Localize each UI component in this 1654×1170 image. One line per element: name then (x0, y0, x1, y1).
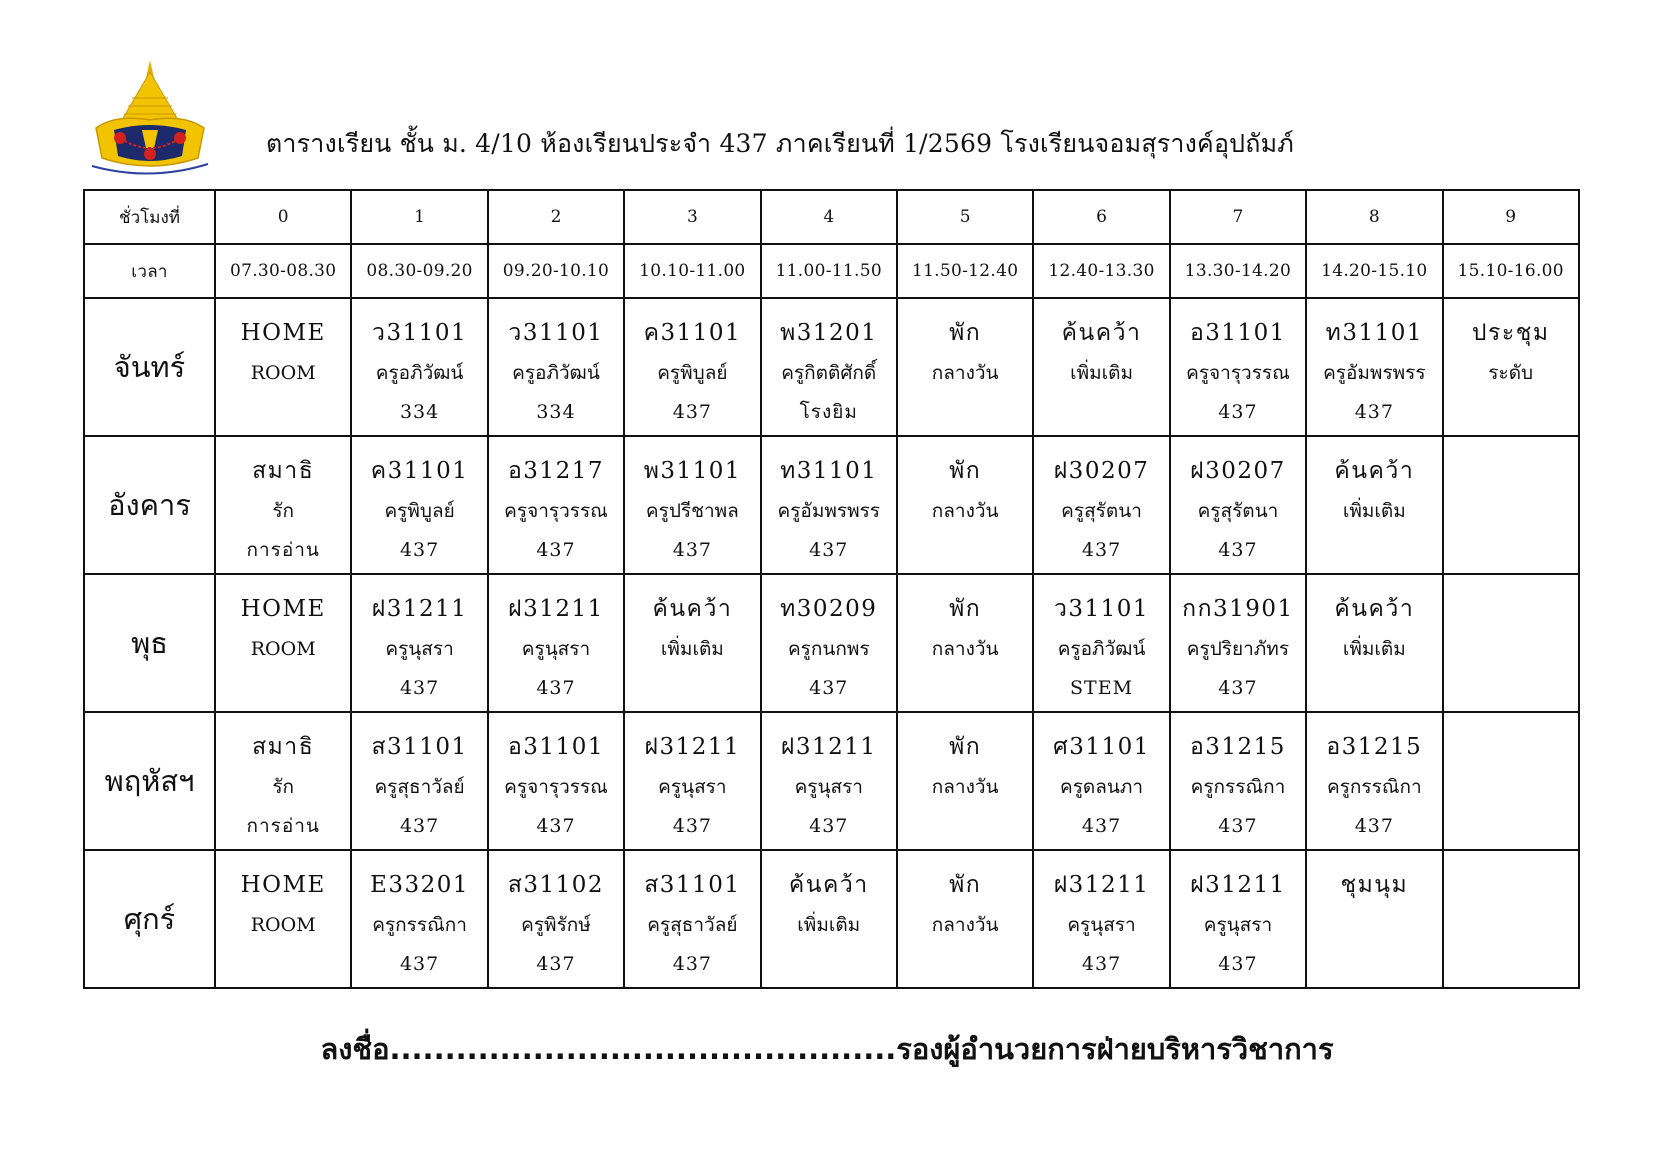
teacher-name: ครูกิตติศักดิ์ (781, 362, 877, 384)
teacher-name: ครูอภิวัฒน์ (375, 362, 464, 384)
schedule-cell (1170, 712, 1306, 850)
day-row (84, 298, 1579, 436)
time-range: 07.30-08.30 (215, 244, 351, 298)
teacher-name: ครูปรีชาพล (645, 500, 739, 522)
teacher-name: ครูจารุวรรณ (504, 500, 608, 522)
teacher-name: ครูกรรณิกา (372, 914, 467, 936)
schedule-cell (897, 574, 1033, 712)
subject-code: ค้นคว้า (788, 872, 869, 898)
teacher-name: เพิ่มเติม (1342, 638, 1406, 660)
teacher-name: เพิ่มเติม (797, 914, 861, 936)
day-name: พุธ (84, 574, 215, 712)
room-number: 437 (672, 815, 712, 837)
teacher-name: ROOM (250, 362, 316, 384)
schedule-cell (488, 574, 624, 712)
subject-code: ประชุม (1471, 320, 1550, 346)
subject-code: พ31201 (780, 320, 878, 346)
subject-code: อ31217 (507, 458, 604, 484)
subject-code: อ31215 (1326, 734, 1423, 760)
schedule-cell (1033, 574, 1169, 712)
subject-code: ฝ30207 (1190, 458, 1286, 484)
schedule-cell (897, 436, 1033, 574)
schedule-cell (1306, 850, 1442, 988)
subject-code: ฝ30207 (1053, 458, 1150, 484)
teacher-name: ครูอัมพรพรร (777, 500, 881, 522)
subject-code: ว31101 (508, 320, 604, 346)
subject-code: ส31102 (507, 872, 605, 898)
room-number: 437 (399, 953, 440, 975)
day-row (84, 574, 1579, 712)
time-range: 15.10-16.00 (1443, 244, 1579, 298)
room-number: 437 (809, 539, 849, 561)
subject-code: พัก (949, 320, 982, 346)
teacher-name: ครูดลนภา (1059, 776, 1144, 798)
day-row (84, 850, 1579, 988)
time-range: 10.10-11.00 (624, 244, 760, 298)
subject-code: ท31101 (1325, 320, 1423, 346)
day-name: จันทร์ (84, 298, 215, 436)
subject-code: HOME (240, 872, 326, 898)
schedule-cell (1443, 574, 1579, 712)
teacher-name: ครูอภิวัฒน์ (1057, 638, 1146, 660)
schedule-cell (897, 850, 1033, 988)
time-range: 09.20-10.10 (488, 244, 624, 298)
room-number: 437 (672, 539, 712, 561)
period-number: 2 (488, 190, 624, 244)
schedule-cell (624, 298, 760, 436)
subject-code: ส31101 (371, 734, 468, 760)
time-range: 13.30-14.20 (1170, 244, 1306, 298)
room-number: 437 (399, 677, 440, 699)
teacher-name: ครูนุสรา (1203, 914, 1273, 936)
period-number: 3 (624, 190, 760, 244)
room-number: 437 (536, 677, 576, 699)
schedule-cell (1170, 850, 1306, 988)
teacher-name: ROOM (250, 914, 316, 936)
school-logo (86, 58, 214, 182)
teacher-name: ครูกรรณิกา (1190, 776, 1286, 798)
period-number: 7 (1170, 190, 1306, 244)
subject-code: ฝ31211 (508, 596, 604, 622)
subject-code: พัก (949, 458, 982, 484)
subject-code: HOME (240, 596, 326, 622)
room-number: 437 (399, 815, 440, 837)
schedule-cell (351, 436, 487, 574)
period-number: 8 (1306, 190, 1442, 244)
room-number: 437 (1218, 953, 1258, 975)
teacher-name: เพิ่มเติม (1342, 500, 1406, 522)
subject-code: อ31215 (1189, 734, 1286, 760)
schedule-cell (215, 712, 351, 850)
schedule-cell (1306, 574, 1442, 712)
schedule-cell (488, 850, 624, 988)
teacher-name: กลางวัน (931, 638, 999, 660)
schedule-cell (1443, 712, 1579, 850)
teacher-name: ครูนุสรา (794, 776, 863, 798)
subject-code: ฝ31211 (371, 596, 468, 622)
teacher-name: กลางวัน (931, 776, 999, 798)
day-row (84, 436, 1579, 574)
schedule-cell (351, 712, 487, 850)
teacher-name: รัก (272, 776, 295, 798)
schedule-cell (1306, 712, 1442, 850)
schedule-cell (488, 298, 624, 436)
teacher-name: ครูนุสรา (521, 638, 591, 660)
subject-code: ค้นคว้า (1334, 596, 1415, 622)
teacher-name: ครูจารุวรรณ (504, 776, 608, 798)
schedule-cell (1170, 436, 1306, 574)
subject-code: ค้นคว้า (1334, 458, 1415, 484)
schedule-cell (215, 850, 351, 988)
day-row (84, 712, 1579, 850)
schedule-cell (351, 298, 487, 436)
teacher-name: ระดับ (1488, 362, 1534, 384)
room-number: 437 (1081, 953, 1122, 975)
subject-code: กก31901 (1182, 596, 1294, 622)
room-number: 437 (809, 677, 849, 699)
room-number: โรงยิม (799, 401, 858, 423)
schedule-cell (1443, 298, 1579, 436)
room-number: 437 (1218, 677, 1258, 699)
subject-code: ว31101 (1053, 596, 1150, 622)
teacher-name: เพิ่มเติม (660, 638, 724, 660)
room-number: 437 (536, 539, 576, 561)
schedule-cell (761, 850, 897, 988)
teacher-name: ROOM (250, 638, 316, 660)
period-number: 9 (1443, 190, 1579, 244)
schedule-cell (1033, 712, 1169, 850)
time-range: 08.30-09.20 (351, 244, 487, 298)
subject-code: พัก (949, 734, 982, 760)
room-number: 437 (1081, 539, 1122, 561)
schedule-cell (624, 436, 760, 574)
subject-code: E33201 (370, 872, 470, 898)
schedule-cell (897, 298, 1033, 436)
teacher-name: กลางวัน (931, 500, 999, 522)
room-number: 437 (536, 953, 576, 975)
time-range: 11.50-12.40 (897, 244, 1033, 298)
class-schedule-table (83, 189, 1580, 989)
teacher-name: ครูอภิวัฒน์ (512, 362, 600, 384)
teacher-name: ครูจารุวรรณ (1186, 362, 1290, 384)
subject-code: ศ31101 (1053, 734, 1150, 760)
schedule-cell (215, 298, 351, 436)
room-number: การอ่าน (246, 539, 320, 561)
schedule-cell (1306, 436, 1442, 574)
teacher-name: ครูพิรักษ์ (521, 914, 591, 936)
room-number: 334 (399, 401, 440, 423)
room-number: 437 (1354, 815, 1394, 837)
room-number: STEM (1070, 677, 1134, 699)
teacher-name: ครูนุสรา (385, 638, 454, 660)
subject-code: HOME (240, 320, 326, 346)
subject-code: พัก (949, 872, 982, 898)
schedule-cell (351, 850, 487, 988)
period-number: 6 (1033, 190, 1169, 244)
period-number: 1 (351, 190, 487, 244)
subject-code: ชุมนุม (1340, 872, 1409, 898)
room-number: 437 (536, 815, 576, 837)
subject-code: สมาธิ (252, 734, 315, 760)
subject-code: ฝ31211 (1053, 872, 1150, 898)
subject-code: ฝ31211 (780, 734, 877, 760)
teacher-name: รัก (272, 500, 295, 522)
teacher-name: ครูสุธาวัลย์ (374, 776, 465, 798)
teacher-name: ครูสุรัตนา (1061, 500, 1142, 522)
schedule-cell (1170, 298, 1306, 436)
schedule-cell (761, 436, 897, 574)
teacher-name: เพิ่มเติม (1070, 362, 1133, 384)
schedule-cell (761, 298, 897, 436)
room-number: 334 (536, 401, 576, 423)
room-number: 437 (1081, 815, 1122, 837)
subject-code: สมาธิ (252, 458, 315, 484)
time-range: 12.40-13.30 (1033, 244, 1169, 298)
schedule-cell (1443, 436, 1579, 574)
room-number: 437 (1218, 401, 1258, 423)
teacher-name: ครูพิบูลย์ (657, 362, 728, 384)
subject-code: อ31101 (507, 734, 604, 760)
period-label: ชั่วโมงที่ (84, 190, 215, 244)
subject-code: ฝ31211 (1190, 872, 1286, 898)
period-number: 0 (215, 190, 351, 244)
subject-code: ค31101 (643, 320, 742, 346)
room-number: 437 (672, 953, 712, 975)
schedule-cell (761, 712, 897, 850)
school-emblem-icon (86, 58, 214, 182)
room-number: 437 (672, 401, 712, 423)
teacher-name: ครูสุธาวัลย์ (647, 914, 738, 936)
signature-line: ลงชื่อ..............................................รองผู้อำนวยการฝ่ายบริหารวิชาการ (320, 1032, 1334, 1066)
schedule-cell (624, 850, 760, 988)
schedule-cell (761, 574, 897, 712)
subject-code: ค31101 (370, 458, 469, 484)
schedule-cell (351, 574, 487, 712)
teacher-name: ครูกรรณิกา (1327, 776, 1422, 798)
schedule-cell (488, 436, 624, 574)
schedule-cell (488, 712, 624, 850)
schedule-cell (215, 436, 351, 574)
time-label: เวลา (84, 244, 215, 298)
schedule-cell (1306, 298, 1442, 436)
teacher-name: ครูนุสรา (1067, 914, 1136, 936)
subject-code: ค้นคว้า (1061, 320, 1142, 346)
teacher-name: กลางวัน (931, 362, 999, 384)
subject-code: ว31101 (372, 320, 468, 346)
teacher-name: กลางวัน (931, 914, 999, 936)
schedule-cell (1033, 850, 1169, 988)
teacher-name: ครูอัมพรพรร (1323, 362, 1426, 384)
teacher-name: ครูกนกพร (787, 638, 870, 660)
day-name: อังคาร (84, 436, 215, 574)
room-number: 437 (1218, 539, 1258, 561)
day-name: ศุกร์ (84, 850, 215, 988)
schedule-cell (624, 712, 760, 850)
subject-code: ท31101 (780, 458, 878, 484)
teacher-name: ครูสุรัตนา (1197, 500, 1279, 522)
room-number: 437 (809, 815, 849, 837)
schedule-cell (1443, 850, 1579, 988)
day-name: พฤหัสฯ (84, 712, 215, 850)
teacher-name: ครูพิบูลย์ (384, 500, 455, 522)
schedule-cell (624, 574, 760, 712)
room-number: การอ่าน (246, 815, 320, 837)
period-number: 5 (897, 190, 1033, 244)
page-title: ตารางเรียน ชั้น ม. 4/10 ห้องเรียนประจำ 437 ภาคเรียนที่ 1/2569 โรงเรียนจอมสุรางค์อุปถัมภ์ (266, 129, 1294, 158)
subject-code: ค้นคว้า (652, 596, 733, 622)
schedule-cell (215, 574, 351, 712)
schedule-cell (1033, 298, 1169, 436)
time-header-row (84, 244, 1579, 298)
period-number: 4 (761, 190, 897, 244)
time-range: 11.00-11.50 (761, 244, 897, 298)
room-number: 437 (1354, 401, 1394, 423)
schedule-cell (897, 712, 1033, 850)
subject-code: ท30209 (780, 596, 878, 622)
teacher-name: ครูปริยาภัทร (1186, 638, 1290, 660)
period-header-row (84, 190, 1579, 244)
subject-code: อ31101 (1189, 320, 1286, 346)
schedule-cell (1170, 574, 1306, 712)
schedule-cell (1033, 436, 1169, 574)
subject-code: ฝ31211 (644, 734, 741, 760)
subject-code: ส31101 (644, 872, 741, 898)
room-number: 437 (1218, 815, 1258, 837)
room-number: 437 (399, 539, 440, 561)
subject-code: พัก (949, 596, 982, 622)
subject-code: พ31101 (643, 458, 742, 484)
time-range: 14.20-15.10 (1306, 244, 1442, 298)
teacher-name: ครูนุสรา (658, 776, 727, 798)
